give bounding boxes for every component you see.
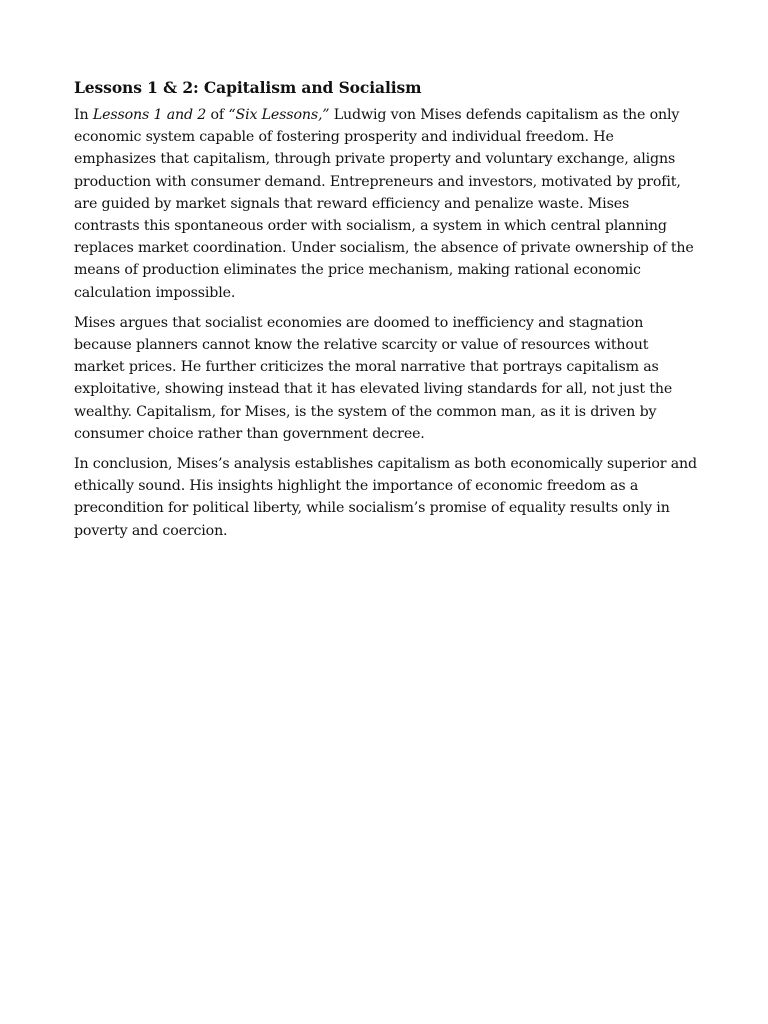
paragraph-1-body: Ludwig von Mises defends capitalism as the only economic system capable of fostering prosperity and individual freedom. He emphasizes that capitalism, through private property and voluntary exchange, aligns production with consumer demand. Entrepreneurs and investors, motivated by profit, are guided by market signals that reward efficiency and penalize waste. Mises contrasts this spontaneous order with socialism, a system in which central planning replaces market coordination. Under socialism, the absence of private ownership of the means of production eliminates the price mechanism, making rational economic calculation impossible. <box>74 107 694 301</box>
document-title: Lessons 1 & 2: Capitalism and Socialism <box>74 78 422 97</box>
paragraph-1-mid: of <box>206 107 229 123</box>
paragraph-3: In conclusion, Mises’s analysis establishes capitalism as both economically superior and ethically sound. His insights highlight the importance of economic freedom as a precondition for political liberty, while socialism’s promise of equality results only in poverty and coercion. <box>74 456 697 539</box>
paragraph-1 <box>74 104 698 304</box>
paragraph-2: Mises argues that socialist economies are doomed to inefficiency and stagnation because planners cannot know the relative scarcity or value of resources without market prices. He further criticizes the moral narrative that portrays capitalism as exploitative, showing instead that it has elevated living standards for all, not just the wealthy. Capitalism, for Mises, is the system of the common man, as it is driven by consumer choice rather than government decree. <box>74 314 673 442</box>
paragraph-1-lead: In <box>74 107 93 123</box>
paragraph-1-italic-lessons: Lessons 1 and 2 <box>92 107 207 123</box>
paragraph-1-italic-book-title: “Six Lessons,” <box>228 107 330 123</box>
